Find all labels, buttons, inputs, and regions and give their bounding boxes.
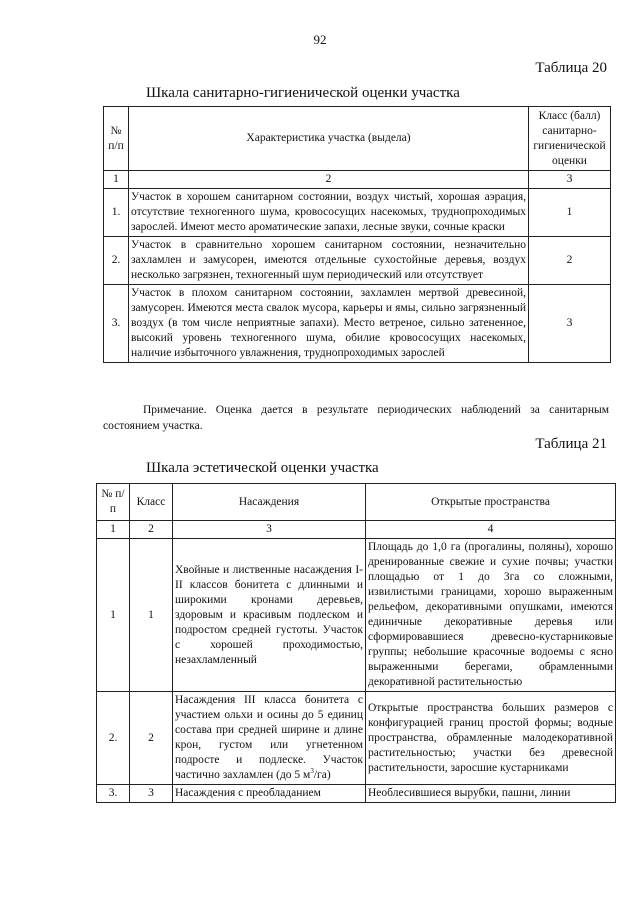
row-open-spaces: Открытые пространства больших размеров с конфигурацией границ простой формы; водные пространства, обрамленные малодекоративной растительностью; участки без древесной растительности, заросшие кустарниками	[366, 692, 616, 785]
row-num: 3.	[97, 785, 130, 803]
row-open-spaces: Площадь до 1,0 га (прогалины, поляны), хорошо дренированные свежие и сухие почвы; участки площадью от 1 до 3га со сложными, извилистыми границами, хорошо выраженным рельефом, декоративными опушками, имеются единичные декоративные деревья или сформировавшиеся древесно-кустарниковые группы; небольшие красочные водоемы с ясно выраженными берегами, обрамленными декоративной растительностью	[366, 539, 616, 692]
index-cell: 1	[104, 171, 129, 189]
table-row	[104, 237, 611, 285]
aesthetic-assessment-table	[96, 483, 616, 803]
table-21-title: Шкала эстетической оценки участка	[146, 460, 379, 476]
index-cell: 4	[366, 521, 616, 539]
table-20-label: Таблица 20	[535, 60, 607, 76]
row-num: 1.	[104, 189, 129, 237]
page-number: 92	[313, 32, 327, 47]
cubic-superscript: 3	[310, 767, 314, 776]
row-characteristic: Участок в хорошем санитарном состоянии, воздух чистый, хорошая аэрация, отсутствие техногенного шума, кровососущих насекомых, труднопроходимых зарослей. Имеют место ароматические запахи, лесные звуки, сочные краски	[129, 189, 529, 237]
table-row	[97, 539, 616, 692]
header-class: Класс (балл) санитарно-гигиенической оценки	[529, 107, 611, 171]
table-20-note: Примечание. Оценка дается в результате периодических наблюдений за санитарным состоянием участка.	[103, 404, 609, 432]
table-20-title: Шкала санитарно-гигиенической оценки участка	[146, 85, 460, 101]
index-cell: 2	[129, 171, 529, 189]
row-plantings	[173, 692, 366, 785]
index-cell: 1	[97, 521, 130, 539]
index-cell: 2	[130, 521, 173, 539]
table-row	[97, 692, 616, 785]
header-num: № п/п	[97, 484, 130, 521]
row-open-spaces: Необлесившиеся вырубки, пашни, линии	[366, 785, 616, 803]
plantings-text: Насаждения III класса бонитета с участием ольхи и осины до 5 единиц состава при средней ширине и длине крон, густом или угнетенном подросте и подлеске. Участок частично захламлен (до 5 м	[175, 694, 363, 781]
header-num: № п/п	[104, 107, 129, 171]
row-class: 1	[529, 189, 611, 237]
header-characteristic: Характеристика участка (выдела)	[129, 107, 529, 171]
row-class: 2	[130, 692, 173, 785]
sanitary-assessment-table	[103, 106, 611, 363]
header-plantings: Насаждения	[173, 484, 366, 521]
table-row	[104, 189, 611, 237]
row-class: 3	[529, 285, 611, 363]
row-class: 2	[529, 237, 611, 285]
index-cell: 3	[529, 171, 611, 189]
row-class: 3	[130, 785, 173, 803]
table-row	[97, 785, 616, 803]
plantings-unit: /га)	[313, 769, 331, 781]
row-characteristic: Участок в сравнительно хорошем санитарном состоянии, незначительно захламлен и замусорен, имеются отдельные сухостойные деревья, воздух несколько загрязнен, техногенный шум периодический или отсутствует	[129, 237, 529, 285]
row-num: 1	[97, 539, 130, 692]
row-num: 3.	[104, 285, 129, 363]
table-21-label: Таблица 21	[535, 436, 607, 452]
header-class: Класс	[130, 484, 173, 521]
row-plantings: Хвойные и лиственные насаждения I-II классов бонитета с длинными и широкими кронами деревьев, здоровым и красивым подлеском и подростом средней густоты. Участок с хорошей проходимостью, незахламленный	[173, 539, 366, 692]
row-class: 1	[130, 539, 173, 692]
row-characteristic: Участок в плохом санитарном состоянии, захламлен мертвой древесиной, замусорен. Имеются места свалок мусора, карьеры и ямы, сильно загрязненный воздух (в том числе неприятные запахи). Место ветреное, сильно затененное, высокий уровень техногенного шума, обилие кровососущих насекомых, наличие избыточного увлажнения, труднопроходимых зарослей	[129, 285, 529, 363]
row-num: 2.	[97, 692, 130, 785]
table-row	[104, 285, 611, 363]
row-num: 2.	[104, 237, 129, 285]
header-open-spaces: Открытые пространства	[366, 484, 616, 521]
index-cell: 3	[173, 521, 366, 539]
row-plantings: Насаждения с преобладанием	[173, 785, 366, 803]
